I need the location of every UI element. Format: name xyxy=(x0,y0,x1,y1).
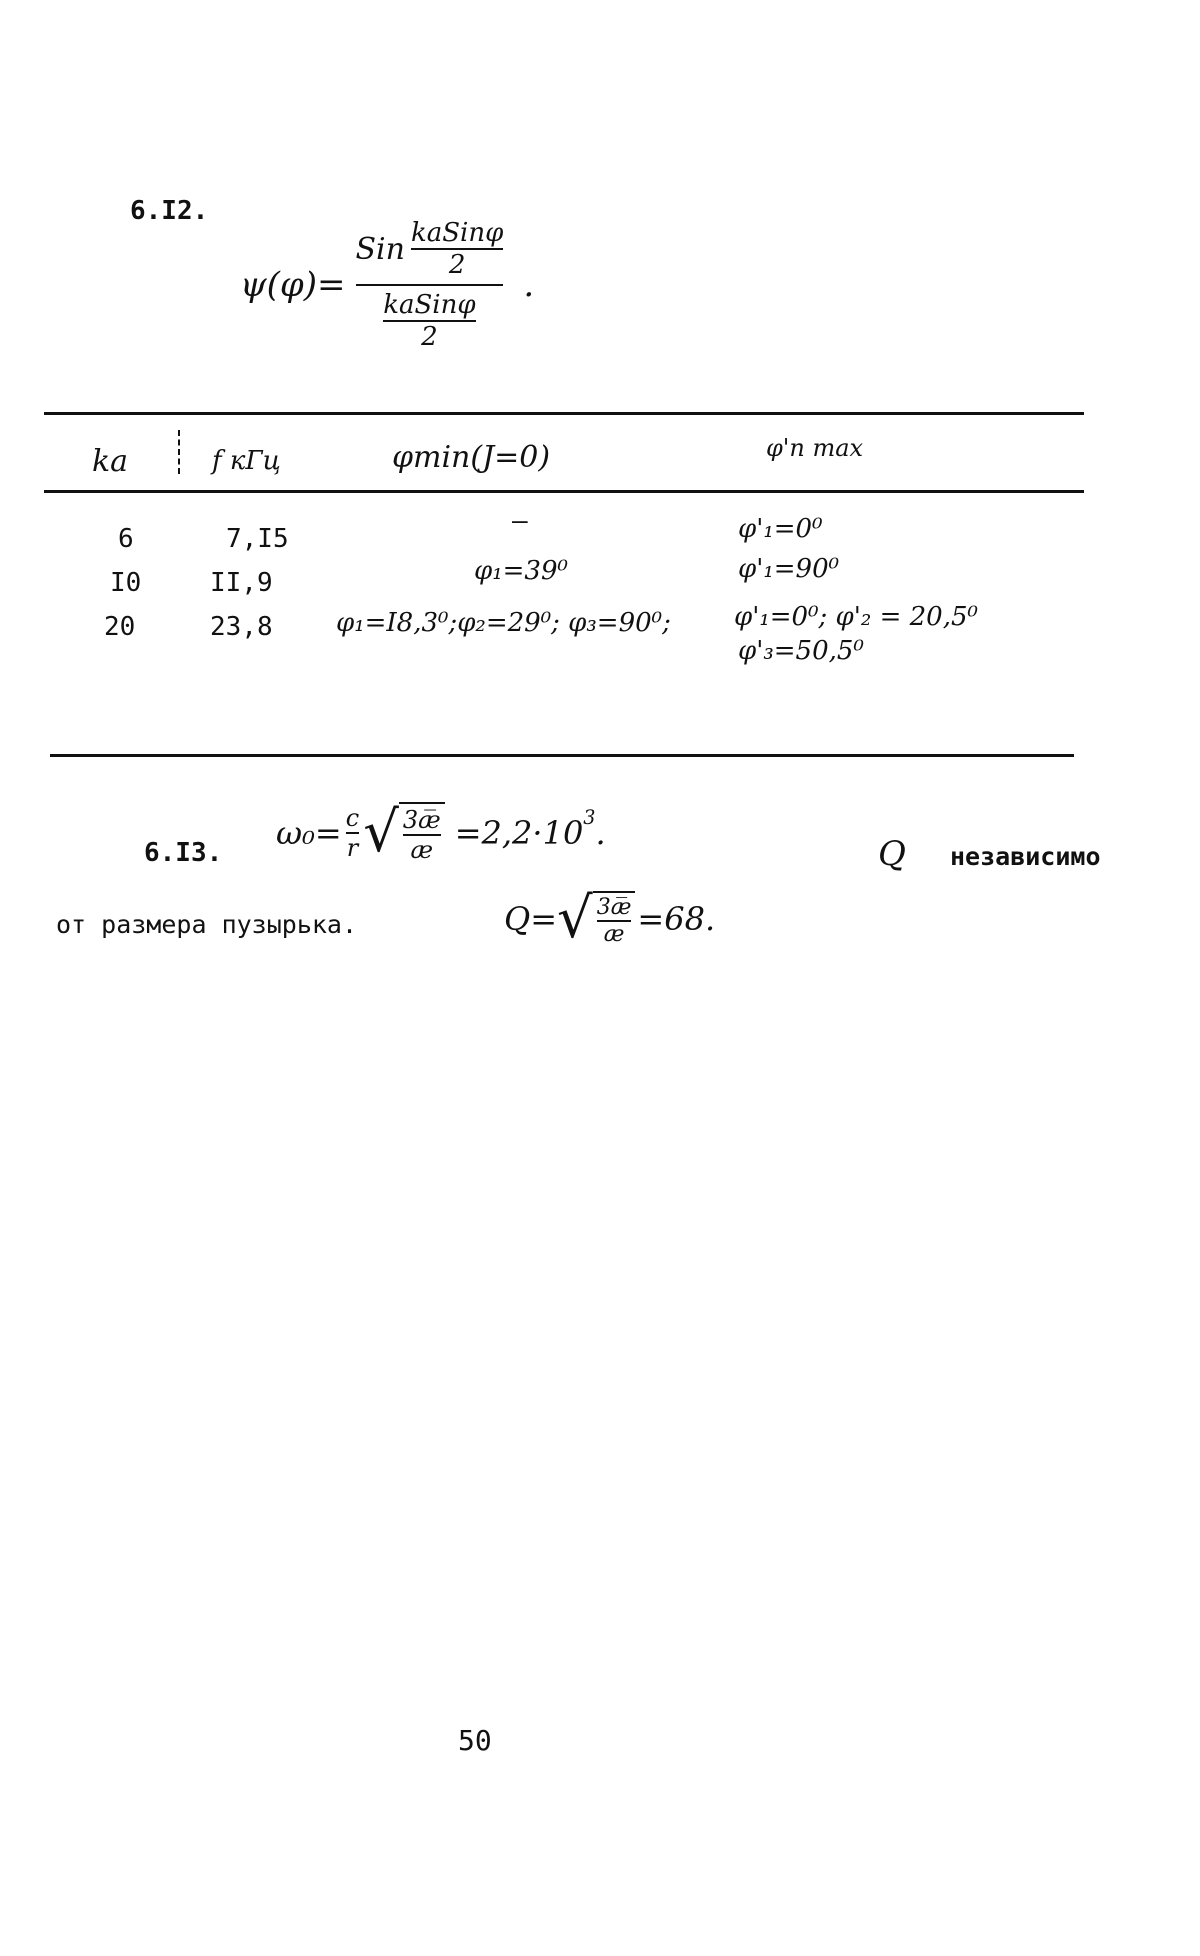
header-divider xyxy=(178,430,180,474)
cell-ka: 20 xyxy=(104,612,136,642)
header-ka: ka xyxy=(92,444,129,479)
header-bottom-rule xyxy=(44,490,1084,493)
cell-phi-max: φ'₁=0⁰; φ'₂ = 20,5⁰ xyxy=(734,602,978,632)
cell-ka: I0 xyxy=(110,568,142,598)
q-sqrt-denominator: æ xyxy=(603,921,625,947)
q-sqrt-fraction xyxy=(593,891,636,947)
table-top-rule xyxy=(44,412,1084,415)
inner-denominator: 2 xyxy=(448,250,466,280)
q-lhs: Q= xyxy=(504,899,558,938)
table-bottom-rule xyxy=(50,754,1074,757)
cell-phi-min: φ₁=39⁰ xyxy=(474,556,568,586)
cell-phi-min: — xyxy=(512,506,528,536)
denominator-fraction xyxy=(383,290,475,352)
page-number: 50 xyxy=(458,1724,492,1757)
q-result: =68. xyxy=(637,899,716,938)
header-f: f кГц xyxy=(212,446,281,476)
sqrt-sign: √ xyxy=(363,800,399,865)
table-row xyxy=(0,554,1200,600)
cell-f: II,9 xyxy=(210,568,273,598)
formula-period: . xyxy=(523,265,535,305)
line-bubble-size: от размера пузырька. xyxy=(56,910,358,939)
sin-label: Sin xyxy=(355,231,405,267)
inner-fraction xyxy=(411,218,503,280)
omega-lhs: ω₀= xyxy=(276,813,342,852)
formula-psi xyxy=(240,218,534,352)
section-number-612: 6.I2. xyxy=(130,196,209,226)
omega-end: . xyxy=(595,813,606,852)
table-row xyxy=(0,602,1200,644)
cell-ka: 6 xyxy=(118,524,134,554)
q-symbol: Q xyxy=(878,834,906,874)
cell-phi-max: φ'₁=0⁰ xyxy=(738,514,823,544)
q-sqrt-sign: √ xyxy=(557,886,593,951)
omega-exponent: 3 xyxy=(583,806,596,829)
word-independent: независимо xyxy=(950,842,1101,871)
inner-numerator: kaSinφ xyxy=(410,218,504,248)
cell-phi-max: φ'₁=90⁰ xyxy=(738,554,840,584)
header-phi-max: φ'n max xyxy=(766,434,864,462)
sqrt-denominator: æ xyxy=(410,835,434,864)
sqrt-numerator: 3æ̅ xyxy=(402,805,441,834)
den-numerator: kaSinφ xyxy=(383,290,476,320)
c-symbol: c xyxy=(345,803,360,832)
omega-result: =2,2·10 xyxy=(454,813,584,852)
section-number-613: 6.I3. xyxy=(144,838,223,868)
cell-phi-min: φ₁=I8,3⁰;φ₂=29⁰; φ₃=90⁰; xyxy=(336,608,671,638)
c-over-r xyxy=(346,804,359,862)
den-denominator: 2 xyxy=(421,322,438,352)
sqrt-fraction xyxy=(399,802,445,864)
cell-phi-max-extra: φ'₃=50,5⁰ xyxy=(738,636,864,666)
table-row xyxy=(0,506,1200,556)
header-phi-min: φmin(J=0) xyxy=(392,440,551,475)
r-symbol: r xyxy=(346,833,359,862)
cell-f: 23,8 xyxy=(210,612,273,642)
formula-q xyxy=(504,886,715,951)
main-fraction xyxy=(356,218,504,352)
q-sqrt-numerator: 3æ̅ xyxy=(596,894,632,920)
formula-omega xyxy=(276,800,606,865)
cell-f: 7,I5 xyxy=(226,524,289,554)
formula-lhs: ψ(φ)= xyxy=(240,265,346,305)
